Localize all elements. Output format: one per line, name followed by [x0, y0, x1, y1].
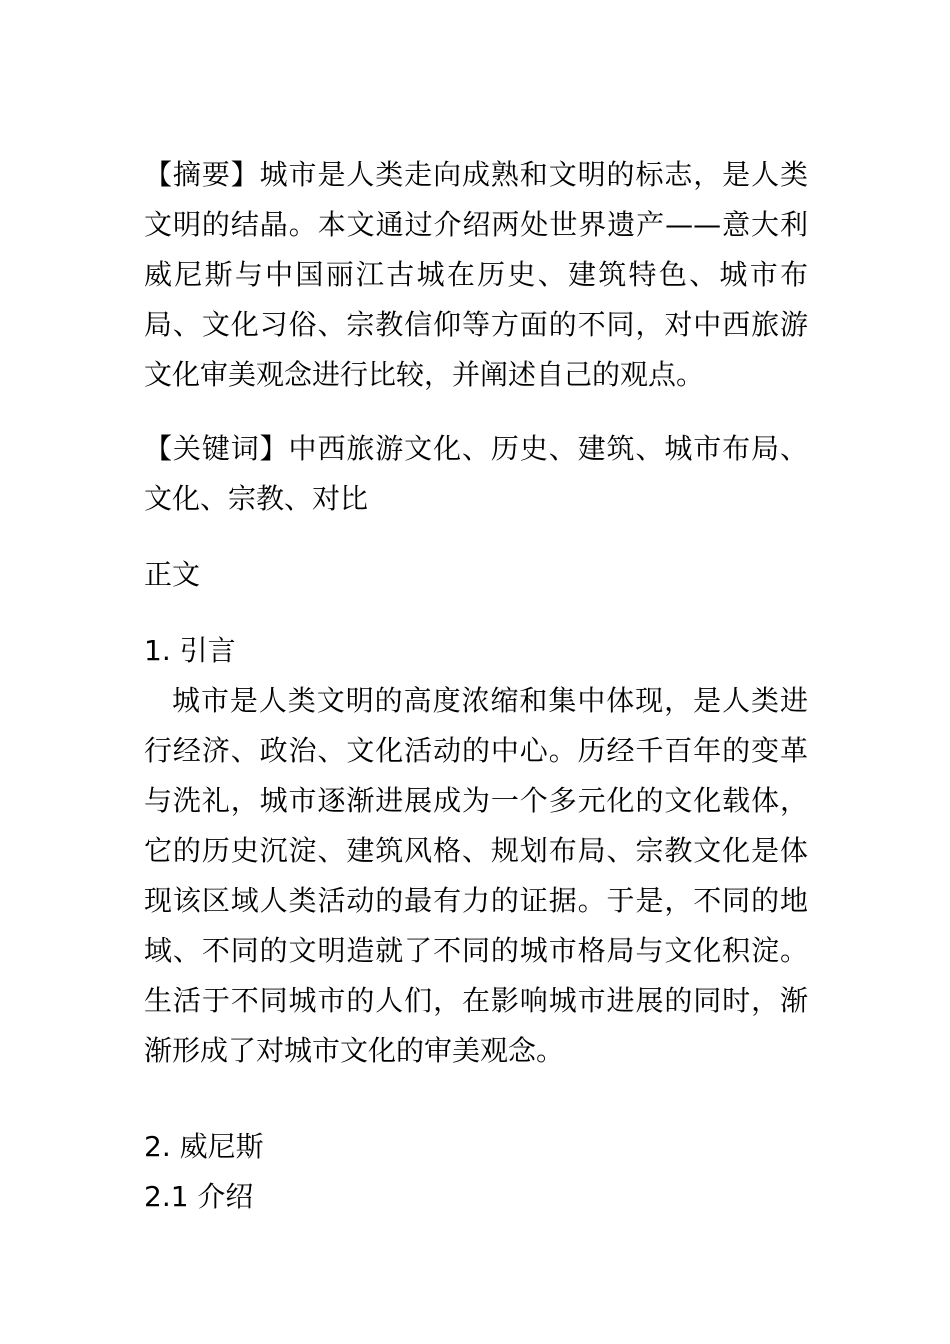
keywords-paragraph	[144, 424, 808, 524]
keywords-label: 【关键词】	[144, 432, 289, 465]
abstract-paragraph	[144, 150, 808, 400]
abstract-text: 城市是人类走向成熟和文明的标志，是人类文明的结晶。本文通过介绍两处世界遗产——意大利威尼斯与中国丽江古城在历史、建筑特色、城市布局、文化习俗、宗教信仰等方面的不同，对中西旅游文化审美观念进行比较，并阐述自己的观点。	[144, 158, 808, 391]
spacer	[144, 400, 808, 424]
venice-heading: 2. 威尼斯	[144, 1130, 264, 1163]
venice-sub-heading: 2.1 介绍	[144, 1180, 254, 1213]
intro-paragraph: 城市是人类文明的高度浓缩和集中体现，是人类进行经济、政治、文化活动的中心。历经千百年的变革与洗礼，城市逐渐进展成为一个多元化的文化载体，它的历史沉淀、建筑风格、规划布局、宗教文化是体现该区域人类活动的最有力的证据。于是，不同的地域、不同的文明造就了不同的城市格局与文化积淀。生活于不同城市的人们，在影响城市进展的同时，渐渐形成了对城市文化的审美观念。	[144, 684, 808, 1067]
abstract-label: 【摘要】	[144, 158, 260, 191]
document-page	[144, 150, 808, 1222]
spacer	[144, 600, 808, 626]
spacer	[144, 1076, 808, 1122]
intro-heading: 1. 引言	[144, 634, 236, 667]
spacer	[144, 524, 808, 550]
keywords-text: 中西旅游文化、历史、建筑、城市布局、文化、宗教、对比	[144, 432, 808, 515]
body-title: 正文	[144, 558, 201, 591]
